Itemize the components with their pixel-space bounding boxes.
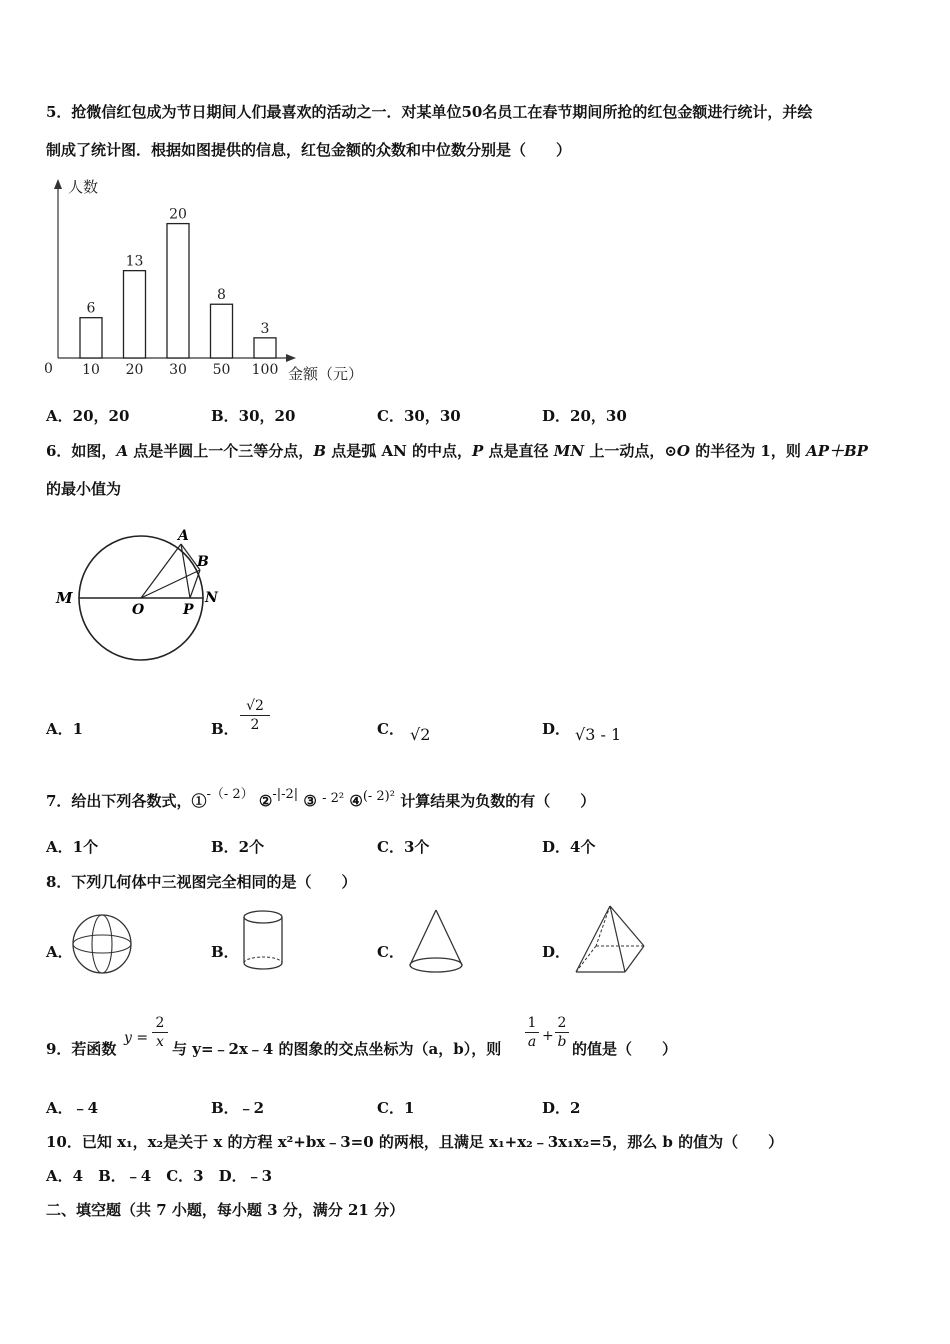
- q9-expr-plus: +: [542, 1028, 554, 1044]
- q7-option-d: D．4个: [542, 838, 596, 856]
- cylinder-figure: [240, 905, 290, 975]
- segment-ap: [181, 544, 190, 598]
- q5-bar-chart: [40, 175, 380, 390]
- x-tick-label-50: 50: [212, 362, 231, 378]
- q6-circle-figure: [50, 520, 230, 670]
- q8-option-a: A．: [46, 943, 73, 961]
- q5-option-d: D．20，30: [542, 407, 627, 425]
- q8-text: 8．下列几何体中三视图完全相同的是（ ）: [46, 873, 357, 891]
- bar-50: [211, 304, 233, 358]
- x-axis-arrow: [286, 354, 296, 362]
- pyramid-figure: [570, 902, 650, 978]
- q9-option-c: C．1: [377, 1099, 415, 1117]
- y-axis-label: 人数: [68, 178, 99, 196]
- q5-option-c: C．30，30: [377, 407, 461, 425]
- label-n: N: [205, 590, 218, 606]
- q9-expr-fraction-2: 2 b: [555, 1015, 569, 1050]
- q9-prefix: 9．若函数: [46, 1040, 117, 1058]
- q8-option-b: B．: [211, 943, 239, 961]
- x-axis-label: 金额（元）: [288, 365, 364, 383]
- q10-options: A．4 B．﹣4 C．3 D．﹣3: [46, 1167, 273, 1185]
- label-a: A: [178, 528, 189, 544]
- label-m: M: [56, 589, 73, 607]
- q7-option-b: B．2个: [211, 838, 265, 856]
- q9-option-d: D．2: [542, 1099, 581, 1117]
- cone-figure: [404, 905, 468, 977]
- q6-option-d-value: √3 - 1: [575, 725, 622, 744]
- fraction-denominator: 2: [250, 717, 260, 733]
- x-tick-label-10: 10: [82, 362, 100, 378]
- x-tick-label-30: 30: [169, 362, 187, 378]
- q7-option-c: C．3个: [377, 838, 430, 856]
- bar-30: [167, 224, 189, 358]
- q9-option-b: B．﹣2: [211, 1099, 265, 1117]
- q7-option-a: A．1个: [46, 838, 99, 856]
- q10-text: 10．已知 x₁，x₂是关于 x 的方程 x²+bx﹣3=0 的两根，且满足 x₁+x₂﹣3x₁x₂=5，那么 b 的值为（ ）: [46, 1133, 784, 1151]
- segment-oa: [141, 544, 181, 598]
- q5-option-a: A．20，20: [46, 407, 130, 425]
- q6-option-c-value: √2: [410, 725, 431, 744]
- q5-text-line2: 制成了统计图．根据如图提供的信息，红包金额的众数和中位数分别是（ ）: [46, 141, 572, 159]
- q5-option-b: B．30，20: [211, 407, 296, 425]
- fraction-numerator: √2: [246, 698, 264, 714]
- q9-func-y: y =: [124, 1030, 149, 1046]
- y-axis-arrow: [54, 179, 62, 189]
- bar-10: [80, 318, 102, 358]
- bar-value-label-100: 3: [260, 320, 270, 337]
- q6-text-line1: 6．如图，A 点是半圆上一个三等分点，B 点是弧 AN 的中点，P 点是直径 MN 上一动点，⊙O 的半径为 1，则 AP＋BP: [46, 442, 868, 460]
- bar-value-label-50: 8: [217, 287, 226, 304]
- sphere-figure: [70, 910, 134, 980]
- q5-text-line1: 5．抢微信红包成为节日期间人们最喜欢的活动之一．对某单位50名员工在春节期间所抢的红包金额进行统计，并绘: [46, 103, 813, 121]
- q9-func-fraction: 2 x: [152, 1015, 168, 1050]
- q7-text: 7．给出下列各数式，①-（- 2） ②-|-2| ③ - 2² ④(- 2)² 计算结果为负数的有（ ）: [46, 787, 596, 810]
- q9-option-a: A．﹣4: [46, 1099, 99, 1117]
- label-o: O: [132, 602, 145, 618]
- section-2-title: 二、填空题（共 7 小题，每小题 3 分，满分 21 分）: [46, 1201, 405, 1219]
- label-p: P: [183, 602, 194, 618]
- origin-label: 0: [44, 361, 53, 377]
- bar-value-label-10: 6: [86, 300, 96, 317]
- label-b: B: [197, 554, 209, 570]
- q9-middle: 与 y=﹣2x﹣4 的图象的交点坐标为（a，b），则: [172, 1040, 502, 1058]
- q9-expr-fraction-1: 1 a: [525, 1015, 539, 1050]
- q6-option-c-label: C．: [377, 720, 404, 738]
- bar-100: [254, 338, 276, 358]
- q9-suffix: 的值是（ ）: [572, 1040, 678, 1058]
- x-tick-label-20: 20: [125, 362, 144, 378]
- bar-value-label-30: 20: [169, 206, 187, 223]
- q6-option-b-fraction: [240, 698, 270, 733]
- q8-option-c: C．: [377, 943, 404, 961]
- q6-option-a: A．1: [46, 720, 84, 738]
- bar-value-label-20: 13: [125, 253, 144, 270]
- q6-option-b-label: B．: [211, 720, 239, 738]
- bar-20: [124, 271, 146, 358]
- q6-option-d-label: D．: [542, 720, 571, 738]
- x-tick-label-100: 100: [251, 362, 279, 378]
- q6-text-line2: 的最小值为: [46, 480, 122, 498]
- q8-option-d: D．: [542, 943, 571, 961]
